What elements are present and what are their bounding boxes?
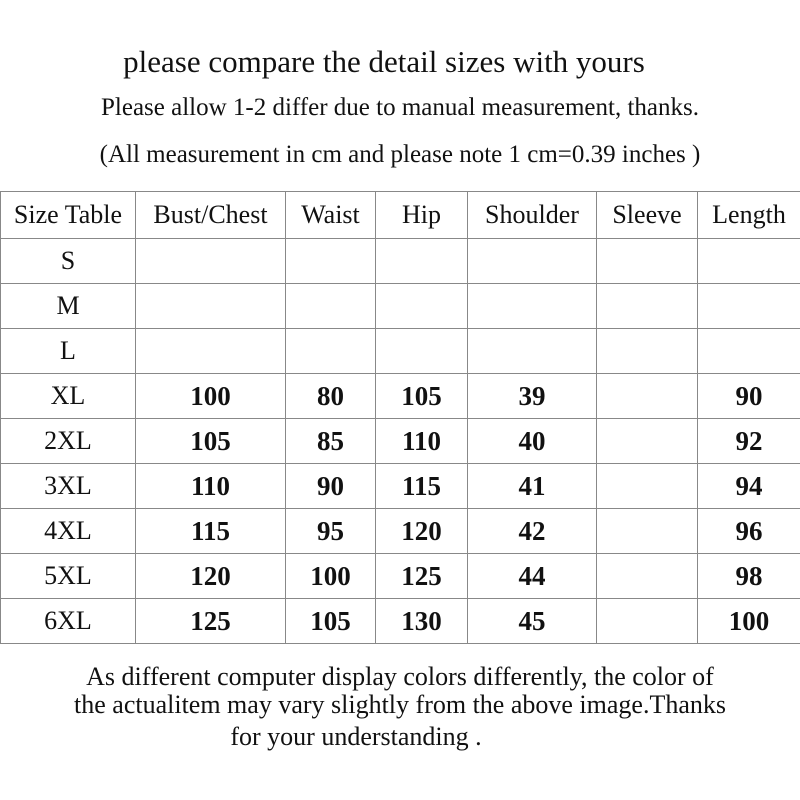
hip-value: 110 <box>376 419 468 464</box>
waist-value: 95 <box>286 509 376 554</box>
shoulder-value: 42 <box>468 509 597 554</box>
hip-value: 105 <box>376 374 468 419</box>
length-value: 100 <box>698 599 800 644</box>
bust-value: 125 <box>136 599 286 644</box>
waist-value: 80 <box>286 374 376 419</box>
size-label: 3XL <box>1 464 136 509</box>
sleeve-value <box>597 329 698 374</box>
size-label: 4XL <box>1 509 136 554</box>
shoulder-value: 40 <box>468 419 597 464</box>
size-label: 2XL <box>1 419 136 464</box>
hip-value <box>376 329 468 374</box>
size-label: S <box>1 239 136 284</box>
shoulder-value: 44 <box>468 554 597 599</box>
length-value <box>698 329 800 374</box>
sleeve-value <box>597 509 698 554</box>
waist-value: 90 <box>286 464 376 509</box>
length-value: 94 <box>698 464 800 509</box>
sleeve-value <box>597 284 698 329</box>
shoulder-value <box>468 284 597 329</box>
table-row <box>1 329 800 374</box>
sleeve-value <box>597 554 698 599</box>
column-header: Size Table <box>1 192 136 239</box>
waist-value <box>286 284 376 329</box>
length-value: 92 <box>698 419 800 464</box>
header-note-units: (All measurement in cm and please note 1 cm=0.39 inches ) <box>99 141 701 168</box>
bust-value: 100 <box>136 374 286 419</box>
hip-value: 125 <box>376 554 468 599</box>
bust-value: 110 <box>136 464 286 509</box>
table-row <box>1 599 800 644</box>
bust-value <box>136 329 286 374</box>
column-header: Shoulder <box>468 192 597 239</box>
sleeve-value <box>597 374 698 419</box>
hip-value: 130 <box>376 599 468 644</box>
length-value <box>698 284 800 329</box>
size-label: L <box>1 329 136 374</box>
column-header: Length <box>698 192 800 239</box>
size-label: XL <box>1 374 136 419</box>
hip-value: 120 <box>376 509 468 554</box>
length-value: 90 <box>698 374 800 419</box>
footer-disclaimer-line-3: for your understanding . <box>230 722 482 751</box>
hip-value <box>376 239 468 284</box>
table-row <box>1 419 800 464</box>
footer-disclaimer-line-2: the actualitem may vary slightly from the above image.Thanks <box>74 690 726 719</box>
shoulder-value: 45 <box>468 599 597 644</box>
bust-value: 115 <box>136 509 286 554</box>
column-header: Sleeve <box>597 192 698 239</box>
shoulder-value: 41 <box>468 464 597 509</box>
footer-disclaimer-line-1: As different computer display colors differently, the color of <box>86 662 714 691</box>
size-label: 6XL <box>1 599 136 644</box>
table-row <box>1 464 800 509</box>
length-value <box>698 239 800 284</box>
column-header: Waist <box>286 192 376 239</box>
hip-value: 115 <box>376 464 468 509</box>
table-header-row <box>1 192 800 239</box>
header-title: please compare the detail sizes with yours <box>123 44 645 79</box>
sleeve-value <box>597 239 698 284</box>
table-row <box>1 284 800 329</box>
sleeve-value <box>597 464 698 509</box>
waist-value <box>286 329 376 374</box>
waist-value: 105 <box>286 599 376 644</box>
table-row <box>1 509 800 554</box>
length-value: 98 <box>698 554 800 599</box>
bust-value: 105 <box>136 419 286 464</box>
bust-value <box>136 239 286 284</box>
shoulder-value: 39 <box>468 374 597 419</box>
length-value: 96 <box>698 509 800 554</box>
hip-value <box>376 284 468 329</box>
table-row <box>1 374 800 419</box>
column-header: Bust/Chest <box>136 192 286 239</box>
sleeve-value <box>597 599 698 644</box>
bust-value: 120 <box>136 554 286 599</box>
shoulder-value <box>468 239 597 284</box>
waist-value: 85 <box>286 419 376 464</box>
table-row <box>1 239 800 284</box>
header-note-tolerance: Please allow 1-2 differ due to manual measurement, thanks. <box>101 94 699 121</box>
shoulder-value <box>468 329 597 374</box>
table-row <box>1 554 800 599</box>
waist-value <box>286 239 376 284</box>
waist-value: 100 <box>286 554 376 599</box>
bust-value <box>136 284 286 329</box>
size-table <box>0 191 800 644</box>
column-header: Hip <box>376 192 468 239</box>
size-label: M <box>1 284 136 329</box>
sleeve-value <box>597 419 698 464</box>
size-label: 5XL <box>1 554 136 599</box>
